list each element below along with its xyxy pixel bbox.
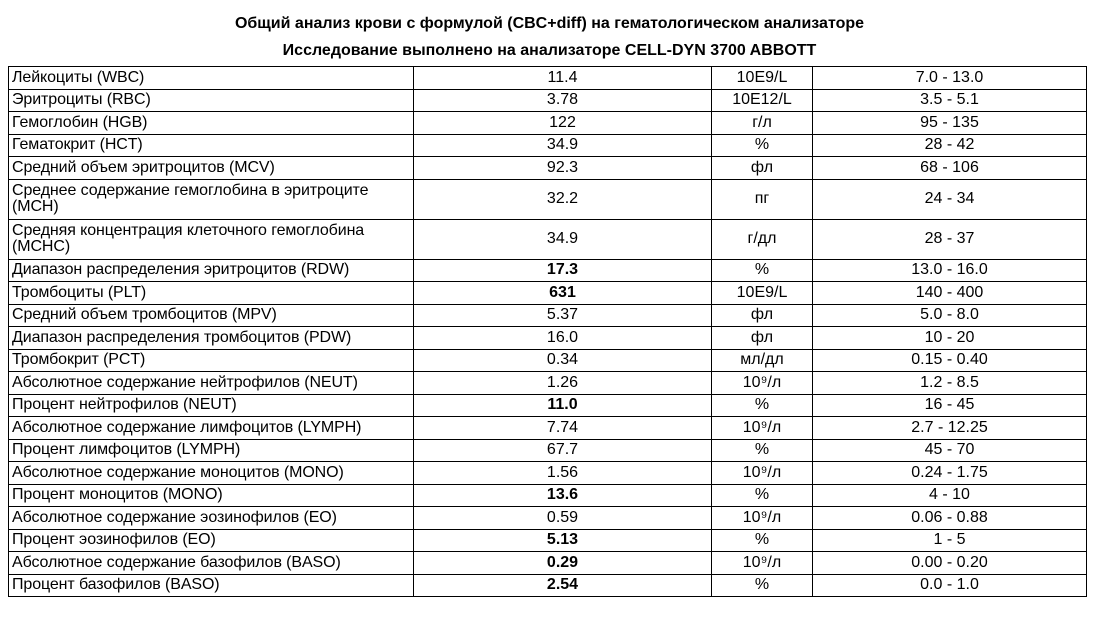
reference-range-cell: 68 - 106 xyxy=(813,157,1087,180)
test-unit-cell: пг xyxy=(712,179,813,219)
test-name-cell: Абсолютное содержание лимфоцитов (LYMPH) xyxy=(9,417,414,440)
reference-range-cell: 13.0 - 16.0 xyxy=(813,259,1087,282)
reference-range-cell: 0.06 - 0.88 xyxy=(813,507,1087,530)
reference-range-cell: 2.7 - 12.25 xyxy=(813,417,1087,440)
test-unit-cell: % xyxy=(712,529,813,552)
test-unit-cell: фл xyxy=(712,157,813,180)
test-name-cell: Абсолютное содержание эозинофилов (EO) xyxy=(9,507,414,530)
test-unit-cell: 10⁹/л xyxy=(712,372,813,395)
test-value-cell: 13.6 xyxy=(414,484,712,507)
test-unit-cell: 10⁹/л xyxy=(712,507,813,530)
table-row xyxy=(9,529,1087,552)
test-value-cell: 92.3 xyxy=(414,157,712,180)
table-row xyxy=(9,462,1087,485)
test-name-cell: Процент лимфоцитов (LYMPH) xyxy=(9,439,414,462)
table-row xyxy=(9,372,1087,395)
test-value-cell: 0.34 xyxy=(414,349,712,372)
test-name-cell: Среднее содержание гемоглобина в эритроците (MCH) xyxy=(9,179,414,219)
test-unit-cell: % xyxy=(712,259,813,282)
test-name-cell: Процент эозинофилов (EO) xyxy=(9,529,414,552)
test-name-cell: Средний объем эритроцитов (MCV) xyxy=(9,157,414,180)
table-row xyxy=(9,574,1087,597)
table-row xyxy=(9,282,1087,305)
test-name-cell: Процент моноцитов (MONO) xyxy=(9,484,414,507)
report-subtitle: Исследование выполнено на анализаторе CELL-DYN 3700 ABBOTT xyxy=(282,42,817,59)
test-name-cell: Абсолютное содержание нейтрофилов (NEUT) xyxy=(9,372,414,395)
table-row xyxy=(9,67,1087,90)
test-value-cell: 2.54 xyxy=(414,574,712,597)
reference-range-cell: 3.5 - 5.1 xyxy=(813,89,1087,112)
test-value-cell: 11.0 xyxy=(414,394,712,417)
test-name-cell: Процент нейтрофилов (NEUT) xyxy=(9,394,414,417)
test-value-cell: 1.56 xyxy=(414,462,712,485)
test-unit-cell: 10E9/L xyxy=(712,67,813,90)
table-row xyxy=(9,507,1087,530)
table-row xyxy=(9,552,1087,575)
test-unit-cell: 10⁹/л xyxy=(712,552,813,575)
table-row xyxy=(9,394,1087,417)
table-row xyxy=(9,219,1087,259)
reference-range-cell: 1.2 - 8.5 xyxy=(813,372,1087,395)
test-unit-cell: % xyxy=(712,394,813,417)
test-value-cell: 17.3 xyxy=(414,259,712,282)
test-unit-cell: фл xyxy=(712,327,813,350)
test-name-cell: Лейкоциты (WBC) xyxy=(9,67,414,90)
reference-range-cell: 7.0 - 13.0 xyxy=(813,67,1087,90)
test-unit-cell: % xyxy=(712,484,813,507)
reference-range-cell: 28 - 42 xyxy=(813,134,1087,157)
test-name-cell: Диапазон распределения тромбоцитов (PDW) xyxy=(9,327,414,350)
test-unit-cell: фл xyxy=(712,304,813,327)
reference-range-cell: 16 - 45 xyxy=(813,394,1087,417)
test-name-cell: Гемоглобин (HGB) xyxy=(9,112,414,135)
test-name-cell: Абсолютное содержание базофилов (BASO) xyxy=(9,552,414,575)
test-name-cell: Процент базофилов (BASO) xyxy=(9,574,414,597)
test-value-cell: 67.7 xyxy=(414,439,712,462)
table-row xyxy=(9,484,1087,507)
test-value-cell: 631 xyxy=(414,282,712,305)
test-value-cell: 34.9 xyxy=(414,219,712,259)
reference-range-cell: 0.24 - 1.75 xyxy=(813,462,1087,485)
table-row xyxy=(9,134,1087,157)
test-value-cell: 0.29 xyxy=(414,552,712,575)
reference-range-cell: 24 - 34 xyxy=(813,179,1087,219)
test-unit-cell: % xyxy=(712,134,813,157)
report-title: Общий анализ крови с формулой (CBC+diff) на гематологическом анализаторе xyxy=(234,15,865,32)
reference-range-cell: 45 - 70 xyxy=(813,439,1087,462)
table-row xyxy=(9,179,1087,219)
test-value-cell: 34.9 xyxy=(414,134,712,157)
table-row xyxy=(9,112,1087,135)
test-unit-cell: 10⁹/л xyxy=(712,462,813,485)
test-unit-cell: % xyxy=(712,439,813,462)
test-value-cell: 0.59 xyxy=(414,507,712,530)
test-name-cell: Тромбоциты (PLT) xyxy=(9,282,414,305)
test-value-cell: 32.2 xyxy=(414,179,712,219)
reference-range-cell: 0.00 - 0.20 xyxy=(813,552,1087,575)
table-row xyxy=(9,439,1087,462)
reference-range-cell: 28 - 37 xyxy=(813,219,1087,259)
test-value-cell: 122 xyxy=(414,112,712,135)
test-value-cell: 5.13 xyxy=(414,529,712,552)
test-name-cell: Диапазон распределения эритроцитов (RDW) xyxy=(9,259,414,282)
test-value-cell: 1.26 xyxy=(414,372,712,395)
table-row xyxy=(9,417,1087,440)
table-row xyxy=(9,349,1087,372)
reference-range-cell: 95 - 135 xyxy=(813,112,1087,135)
test-unit-cell: 10⁹/л xyxy=(712,417,813,440)
test-unit-cell: мл/дл xyxy=(712,349,813,372)
test-value-cell: 16.0 xyxy=(414,327,712,350)
test-name-cell: Средний объем тромбоцитов (MPV) xyxy=(9,304,414,327)
reference-range-cell: 4 - 10 xyxy=(813,484,1087,507)
reference-range-cell: 1 - 5 xyxy=(813,529,1087,552)
table-row xyxy=(9,304,1087,327)
test-unit-cell: 10E9/L xyxy=(712,282,813,305)
reference-range-cell: 10 - 20 xyxy=(813,327,1087,350)
test-name-cell: Гематокрит (HCT) xyxy=(9,134,414,157)
reference-range-cell: 140 - 400 xyxy=(813,282,1087,305)
test-name-cell: Абсолютное содержание моноцитов (MONO) xyxy=(9,462,414,485)
test-name-cell: Эритроциты (RBC) xyxy=(9,89,414,112)
test-value-cell: 11.4 xyxy=(414,67,712,90)
table-row xyxy=(9,259,1087,282)
test-value-cell: 3.78 xyxy=(414,89,712,112)
test-value-cell: 5.37 xyxy=(414,304,712,327)
test-unit-cell: г/л xyxy=(712,112,813,135)
reference-range-cell: 0.0 - 1.0 xyxy=(813,574,1087,597)
test-unit-cell: г/дл xyxy=(712,219,813,259)
test-name-cell: Тромбокрит (PCT) xyxy=(9,349,414,372)
test-value-cell: 7.74 xyxy=(414,417,712,440)
results-table-body xyxy=(9,67,1087,597)
table-row xyxy=(9,157,1087,180)
test-unit-cell: 10E12/L xyxy=(712,89,813,112)
results-table xyxy=(8,66,1087,597)
test-name-cell: Средняя концентрация клеточного гемоглобина (MCHC) xyxy=(9,219,414,259)
table-row xyxy=(9,327,1087,350)
reference-range-cell: 0.15 - 0.40 xyxy=(813,349,1087,372)
table-row xyxy=(9,89,1087,112)
reference-range-cell: 5.0 - 8.0 xyxy=(813,304,1087,327)
test-unit-cell: % xyxy=(712,574,813,597)
